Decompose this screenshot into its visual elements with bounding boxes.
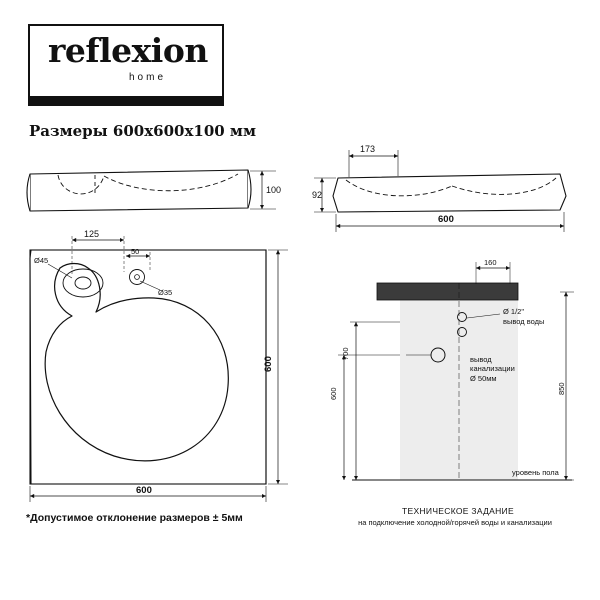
label-floor-level: уровень пола — [512, 468, 559, 477]
dim-install-center-offset: 160 — [484, 258, 497, 267]
dim-side-height: 92 — [312, 190, 323, 200]
wall-panel — [400, 300, 518, 480]
dim-front-height: 100 — [266, 185, 282, 195]
view-installation — [329, 258, 574, 480]
dim-top-depth: 600 — [263, 356, 274, 372]
dim-top-offset-small: 50 — [131, 247, 140, 256]
label-water-outlet: вывод воды — [503, 317, 545, 326]
spec-subtitle: на подключение холодной/горячей воды и канализации — [358, 518, 552, 527]
label-water-dia: Ø 1/2" — [503, 307, 525, 316]
dim-install-850: 850 — [557, 382, 566, 395]
view-front-elevation — [27, 170, 281, 211]
dim-side-width: 600 — [438, 214, 454, 225]
page-title: Размеры 600x600x100 мм — [29, 122, 256, 140]
dim-side-top-width: 173 — [360, 144, 376, 154]
view-top — [30, 229, 288, 502]
dim-install-600: 600 — [329, 387, 338, 400]
label-sewer-3: Ø 50мм — [470, 374, 497, 383]
dim-drain-diameter: Ø45 — [34, 256, 49, 265]
spec-title: ТЕХНИЧЕСКОЕ ЗАДАНИЕ — [402, 506, 514, 516]
label-sewer-2: канализации — [470, 364, 515, 373]
dim-top-width: 600 — [136, 485, 152, 496]
basin-slab — [377, 283, 518, 300]
dim-install-700: 700 — [341, 347, 350, 360]
label-sewer-1: вывод — [470, 355, 492, 364]
tolerance-note: *Допустимое отклонение размеров ± 5мм — [26, 512, 243, 524]
view-side-elevation — [312, 144, 566, 232]
dim-top-offset-x: 125 — [84, 229, 100, 239]
dim-tap-diameter: Ø35 — [158, 288, 173, 297]
brand-tagline: home — [126, 72, 169, 83]
brand-name: reflexion — [44, 34, 212, 67]
